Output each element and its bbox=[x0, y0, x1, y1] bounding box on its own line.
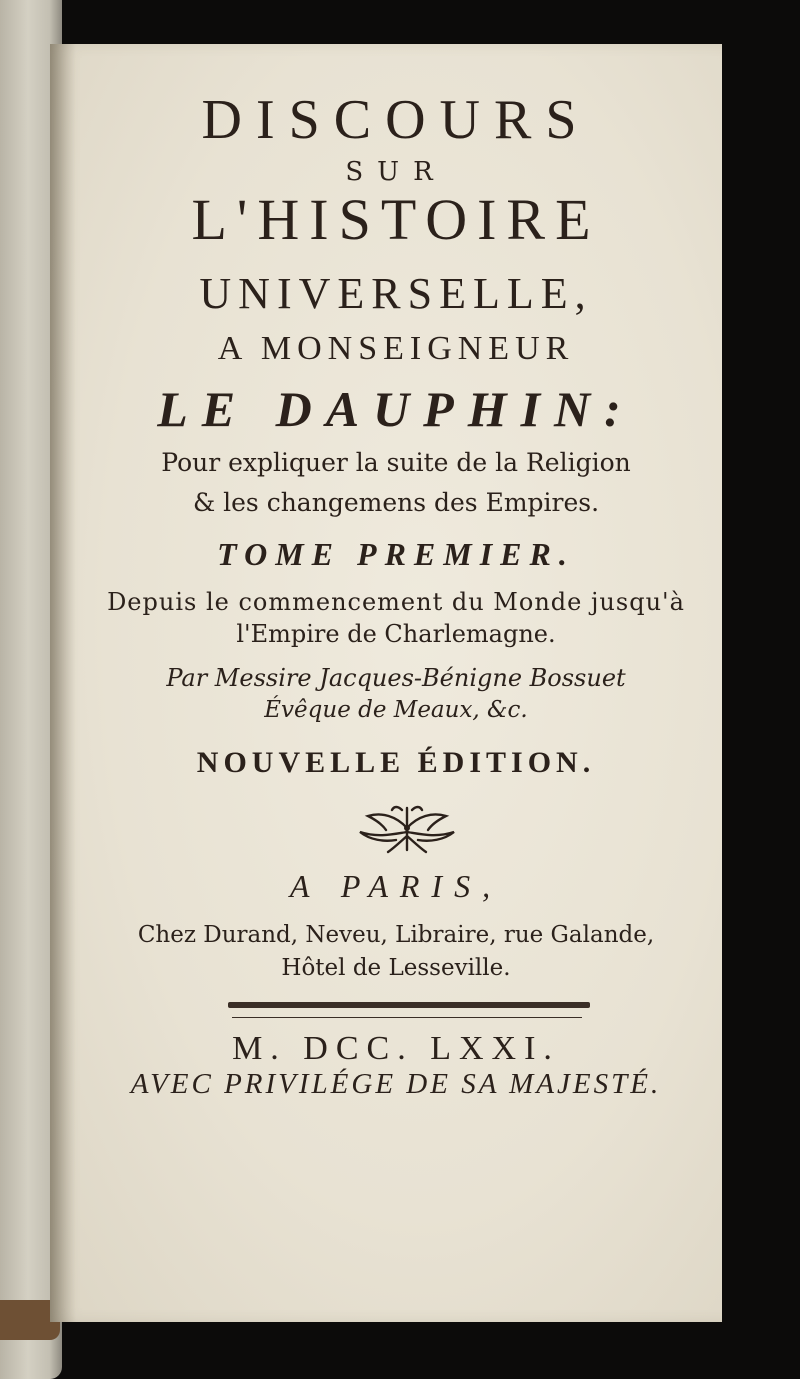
subtitle-line-2: & les changemens des Empires. bbox=[192, 488, 600, 517]
scope-line-1: Depuis le commencement du Monde jusqu'à bbox=[107, 588, 685, 616]
dedication-monseigneur: A MONSEIGNEUR bbox=[217, 330, 575, 367]
imprint-address: Hôtel de Lesseville. bbox=[281, 955, 511, 981]
title-universelle: UNIVERSELLE, bbox=[199, 269, 593, 318]
imprint-year: M. DCC. LXXI. bbox=[232, 1030, 560, 1067]
edition-label: NOUVELLE ÉDITION. bbox=[196, 746, 596, 779]
title-histoire: L'HISTOIRE bbox=[191, 187, 601, 252]
thick-rule bbox=[228, 1002, 590, 1008]
page-gutter-shadow bbox=[50, 44, 76, 1322]
scope-line-2: l'Empire de Charlemagne. bbox=[236, 620, 556, 648]
royal-privilege: AVEC PRIVILÉGE DE SA MAJESTÉ. bbox=[130, 1068, 662, 1100]
author-title: Évêque de Meaux, &c. bbox=[264, 697, 528, 723]
thin-rule bbox=[232, 1017, 582, 1018]
dedication-dauphin: LE DAUPHIN: bbox=[157, 381, 635, 437]
imprint-publisher: Chez Durand, Neveu, Libraire, rue Galande, bbox=[137, 922, 655, 948]
subtitle-line-1: Pour expliquer la suite de la Religion bbox=[161, 448, 631, 477]
imprint-city: A PARIS, bbox=[289, 868, 503, 904]
author-line: Par Messire Jacques-Bénigne Bossuet bbox=[166, 664, 626, 692]
volume-label: TOME PREMIER. bbox=[217, 536, 575, 572]
title-sur: SUR bbox=[345, 157, 447, 187]
fleuron-ornament-icon bbox=[352, 802, 462, 856]
title-discours: DISCOURS bbox=[201, 89, 591, 151]
